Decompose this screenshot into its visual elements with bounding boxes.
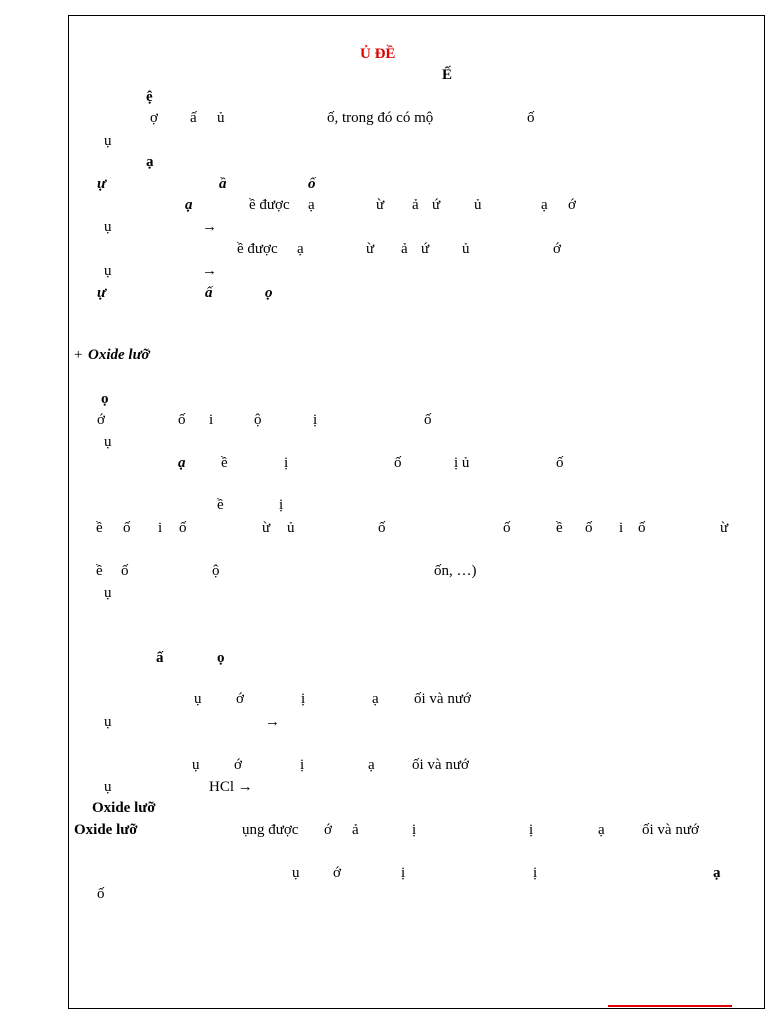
text-fragment: ố [638,520,646,536]
text-fragment: ấ [190,110,197,126]
text-fragment: ị [412,822,417,838]
text-fragment: ề được [237,241,278,257]
text-fragment: ạ [598,822,605,838]
text-fragment: i [158,520,163,536]
text-fragment: ớ [236,691,244,707]
text-fragment: ề [217,497,224,513]
text-fragment: ự [97,285,106,301]
text-fragment: ố [424,412,432,428]
text-fragment: ị [284,455,289,471]
text-fragment: ộ [254,412,262,428]
equation-text: HCl → [209,779,253,795]
text-fragment: ị [279,497,284,513]
section-heading: Oxide lưỡ [88,347,150,363]
text-fragment: ấ [205,285,213,301]
text-fragment: ạ [308,197,315,213]
text-fragment: ừ [366,241,375,257]
red-underline [608,1005,732,1007]
text-fragment: ị [533,865,538,881]
text-fragment: ốn, …) [434,563,477,579]
text-fragment: i [619,520,624,536]
text-fragment: ụ [192,757,200,773]
text-fragment: ự [97,176,106,192]
text-fragment: ố [308,176,316,192]
text-fragment: ề được [249,197,290,213]
section-subtitle: Ế [442,67,453,83]
text-fragment: ạ [178,455,186,471]
text-fragment: ố [97,886,105,902]
text-fragment: ạ [372,691,379,707]
text-fragment: ố [585,520,593,536]
text-fragment: ứ [432,197,441,213]
text-fragment: ị [401,865,406,881]
text-fragment: ụ [104,133,112,149]
text-fragment: ủ [462,241,470,257]
text-fragment: ọ [101,391,109,407]
text-fragment: ạ [713,865,721,881]
text-fragment: ủ [287,520,295,536]
section-heading: Oxide lưỡ [92,800,156,816]
text-fragment: ạ [185,197,193,213]
text-fragment: ả [352,822,359,838]
text-fragment: ớ [324,822,332,838]
text-fragment: ầ [219,176,227,192]
text-fragment: ạ [146,154,154,170]
text-fragment: ị [313,412,318,428]
text-fragment: i [209,412,214,428]
text-fragment: ề [96,563,103,579]
text-fragment: ọ [217,650,225,666]
text-fragment: ạ [297,241,304,257]
arrow: → [265,714,280,730]
section-heading: Oxide lưỡ [74,822,138,838]
text-fragment: ụ [104,779,112,795]
text-fragment: ệ [146,89,153,105]
text-fragment: ố [503,520,511,536]
text-fragment: ớ [553,241,561,257]
text-fragment: ố [178,412,186,428]
text-fragment: ủ [217,110,225,126]
text-fragment: ố [179,520,187,536]
text-fragment: ối và nướ [642,822,699,838]
text-fragment: ụ [292,865,300,881]
page-border [68,15,765,1009]
text-fragment: ối và nướ [414,691,471,707]
text-fragment: ố [394,455,402,471]
text-fragment: ừ [262,520,271,536]
text-fragment: ố [121,563,129,579]
section-title: Ủ ĐỀ [360,46,396,62]
text-fragment: ứ [421,241,430,257]
text-fragment: ụ [104,263,112,279]
text-fragment: ụ [104,585,112,601]
text-fragment: ề [221,455,228,471]
arrow: → [202,263,217,279]
text-fragment: ả [412,197,419,213]
text-fragment: ị [301,691,306,707]
text-fragment: ợ [150,110,158,126]
text-fragment: ụ [104,714,112,730]
text-fragment: ụng được [242,822,299,838]
text-fragment: ủ [474,197,482,213]
text-fragment: ớ [234,757,242,773]
text-fragment: ớ [333,865,341,881]
text-fragment: ớ [568,197,576,213]
text-fragment: ả [401,241,408,257]
text-fragment: ộ [212,563,220,579]
text-fragment: ố [556,455,564,471]
text-fragment: ừ [720,520,729,536]
text-fragment: ạ [368,757,375,773]
text-fragment: ố [378,520,386,536]
text-fragment: ị [300,757,305,773]
text-fragment: ọ [265,285,273,301]
text-fragment: ấ [156,650,164,666]
text-fragment: ớ [97,412,105,428]
text-fragment: ề [96,520,103,536]
text-fragment: + [74,347,87,363]
text-fragment: ối và nướ [412,757,469,773]
text-fragment: ị [529,822,534,838]
text-fragment: ị ủ [454,455,470,471]
arrow: → [202,219,217,235]
text-fragment: ề [556,520,563,536]
text-fragment: ừ [376,197,385,213]
text-fragment: ụ [104,434,112,450]
text-fragment: ố [123,520,131,536]
text-fragment: ụ [104,219,112,235]
text-fragment: ố, trong đó có mộ [327,110,434,126]
text-fragment: ố [527,110,535,126]
text-fragment: ạ [541,197,548,213]
text-fragment: ụ [194,691,202,707]
